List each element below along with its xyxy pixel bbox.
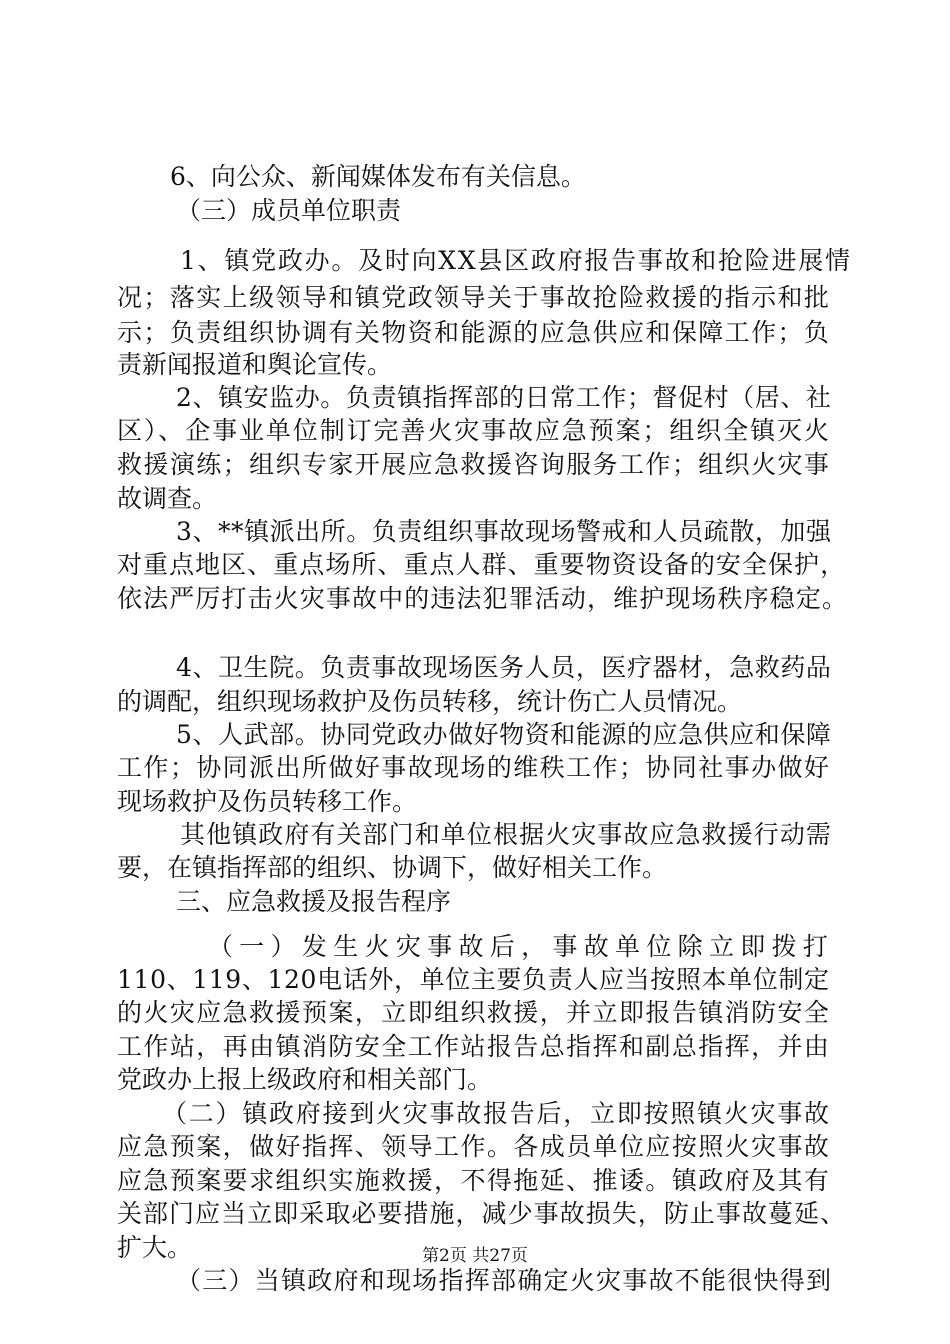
text-line: 3、**镇派出所。负责组织事故现场警戒和人员疏散，加强 (176, 517, 832, 546)
text-line: 责新闻报道和舆论宣传。 (117, 350, 393, 379)
text-line: （三）当镇政府和现场指挥部确定火灾事故不能很快得到 (176, 1266, 833, 1295)
text-line: 区）、企事业单位制订完善火灾事故应急预案；组织全镇灭火 (117, 416, 831, 445)
text-line: 依法严厉打击火灾事故中的违法犯罪活动，维护现场秩序稳定。 (117, 584, 849, 613)
text-line: 的调配，组织现场救护及伤员转移，统计伤亡人员情况。 (117, 687, 743, 716)
section-heading: 三、应急救援及报告程序 (176, 887, 452, 916)
text-line: 6、向公众、新闻媒体发布有关信息。 (170, 162, 586, 191)
text-line: 应急预案，做好指挥、领导工作。各成员单位应按照火灾事故 (117, 1132, 831, 1161)
page-footer (0, 1246, 950, 1266)
text-line: 110、119、120电话外，单位主要负责人应当按照本单位制定 (117, 965, 830, 994)
text-line: 4、卫生院。负责事故现场医务人员，医疗器材，急救药品 (176, 653, 832, 682)
page-number: 第2页 共27页 (422, 1246, 528, 1266)
text-line: 关部门应当立即采取必要措施，减少事故损失，防止事故蔓延、 (117, 1199, 847, 1228)
text-line: 党政办上报上级政府和相关部门。 (117, 1065, 493, 1094)
text-line: 的火灾应急救援预案，立即组织救援，并立即报告镇消防安全 (117, 998, 831, 1027)
text-line: 5、人武部。协同党政办做好物资和能源的应急供应和保障 (176, 720, 832, 749)
text-line: 其他镇政府有关部门和单位根据火灾事故应急救援行动需 (180, 820, 833, 849)
section-heading: （三）成员单位职责 (176, 196, 402, 225)
text-line: 现场救护及伤员转移工作。 (117, 787, 418, 816)
text-line: 2、镇安监办。负责镇指挥部的日常工作；督促村（居、社 (176, 383, 832, 412)
text-line: 要，在镇指挥部的组织、协调下，做好相关工作。 (117, 853, 668, 882)
text-line: 工作站，再由镇消防安全工作站报告总指挥和副总指挥，并由 (117, 1032, 831, 1061)
text-line: 示；负责组织协调有关物资和能源的应急供应和保障工作；负 (117, 318, 831, 347)
text-line: 1、镇党政办。及时向XX县区政府报告事故和抢险进展情 (180, 246, 852, 275)
text-line: 故调查。 (117, 484, 218, 513)
text-line: （二）镇政府接到火灾事故报告后，立即按照镇火灾事故 (162, 1099, 831, 1128)
text-line: （一）发生火灾事故后，事故单位除立即拨打 (208, 932, 835, 961)
text-line: 救援演练；组织专家开展应急救援咨询服务工作；组织火灾事 (117, 450, 831, 479)
text-line: 应急预案要求组织实施救援，不得拖延、推诿。镇政府及其有 (117, 1166, 831, 1195)
text-line: 对重点地区、重点场所、重点人群、重要物资设备的安全保护， (117, 550, 847, 579)
text-line: 况；落实上级领导和镇党政领导关于事故抢险救援的指示和批 (117, 283, 831, 312)
text-line: 扩大。 (117, 1233, 193, 1262)
text-line: 工作；协同派出所做好事故现场的维秩工作；协同社事办做好 (117, 753, 831, 782)
